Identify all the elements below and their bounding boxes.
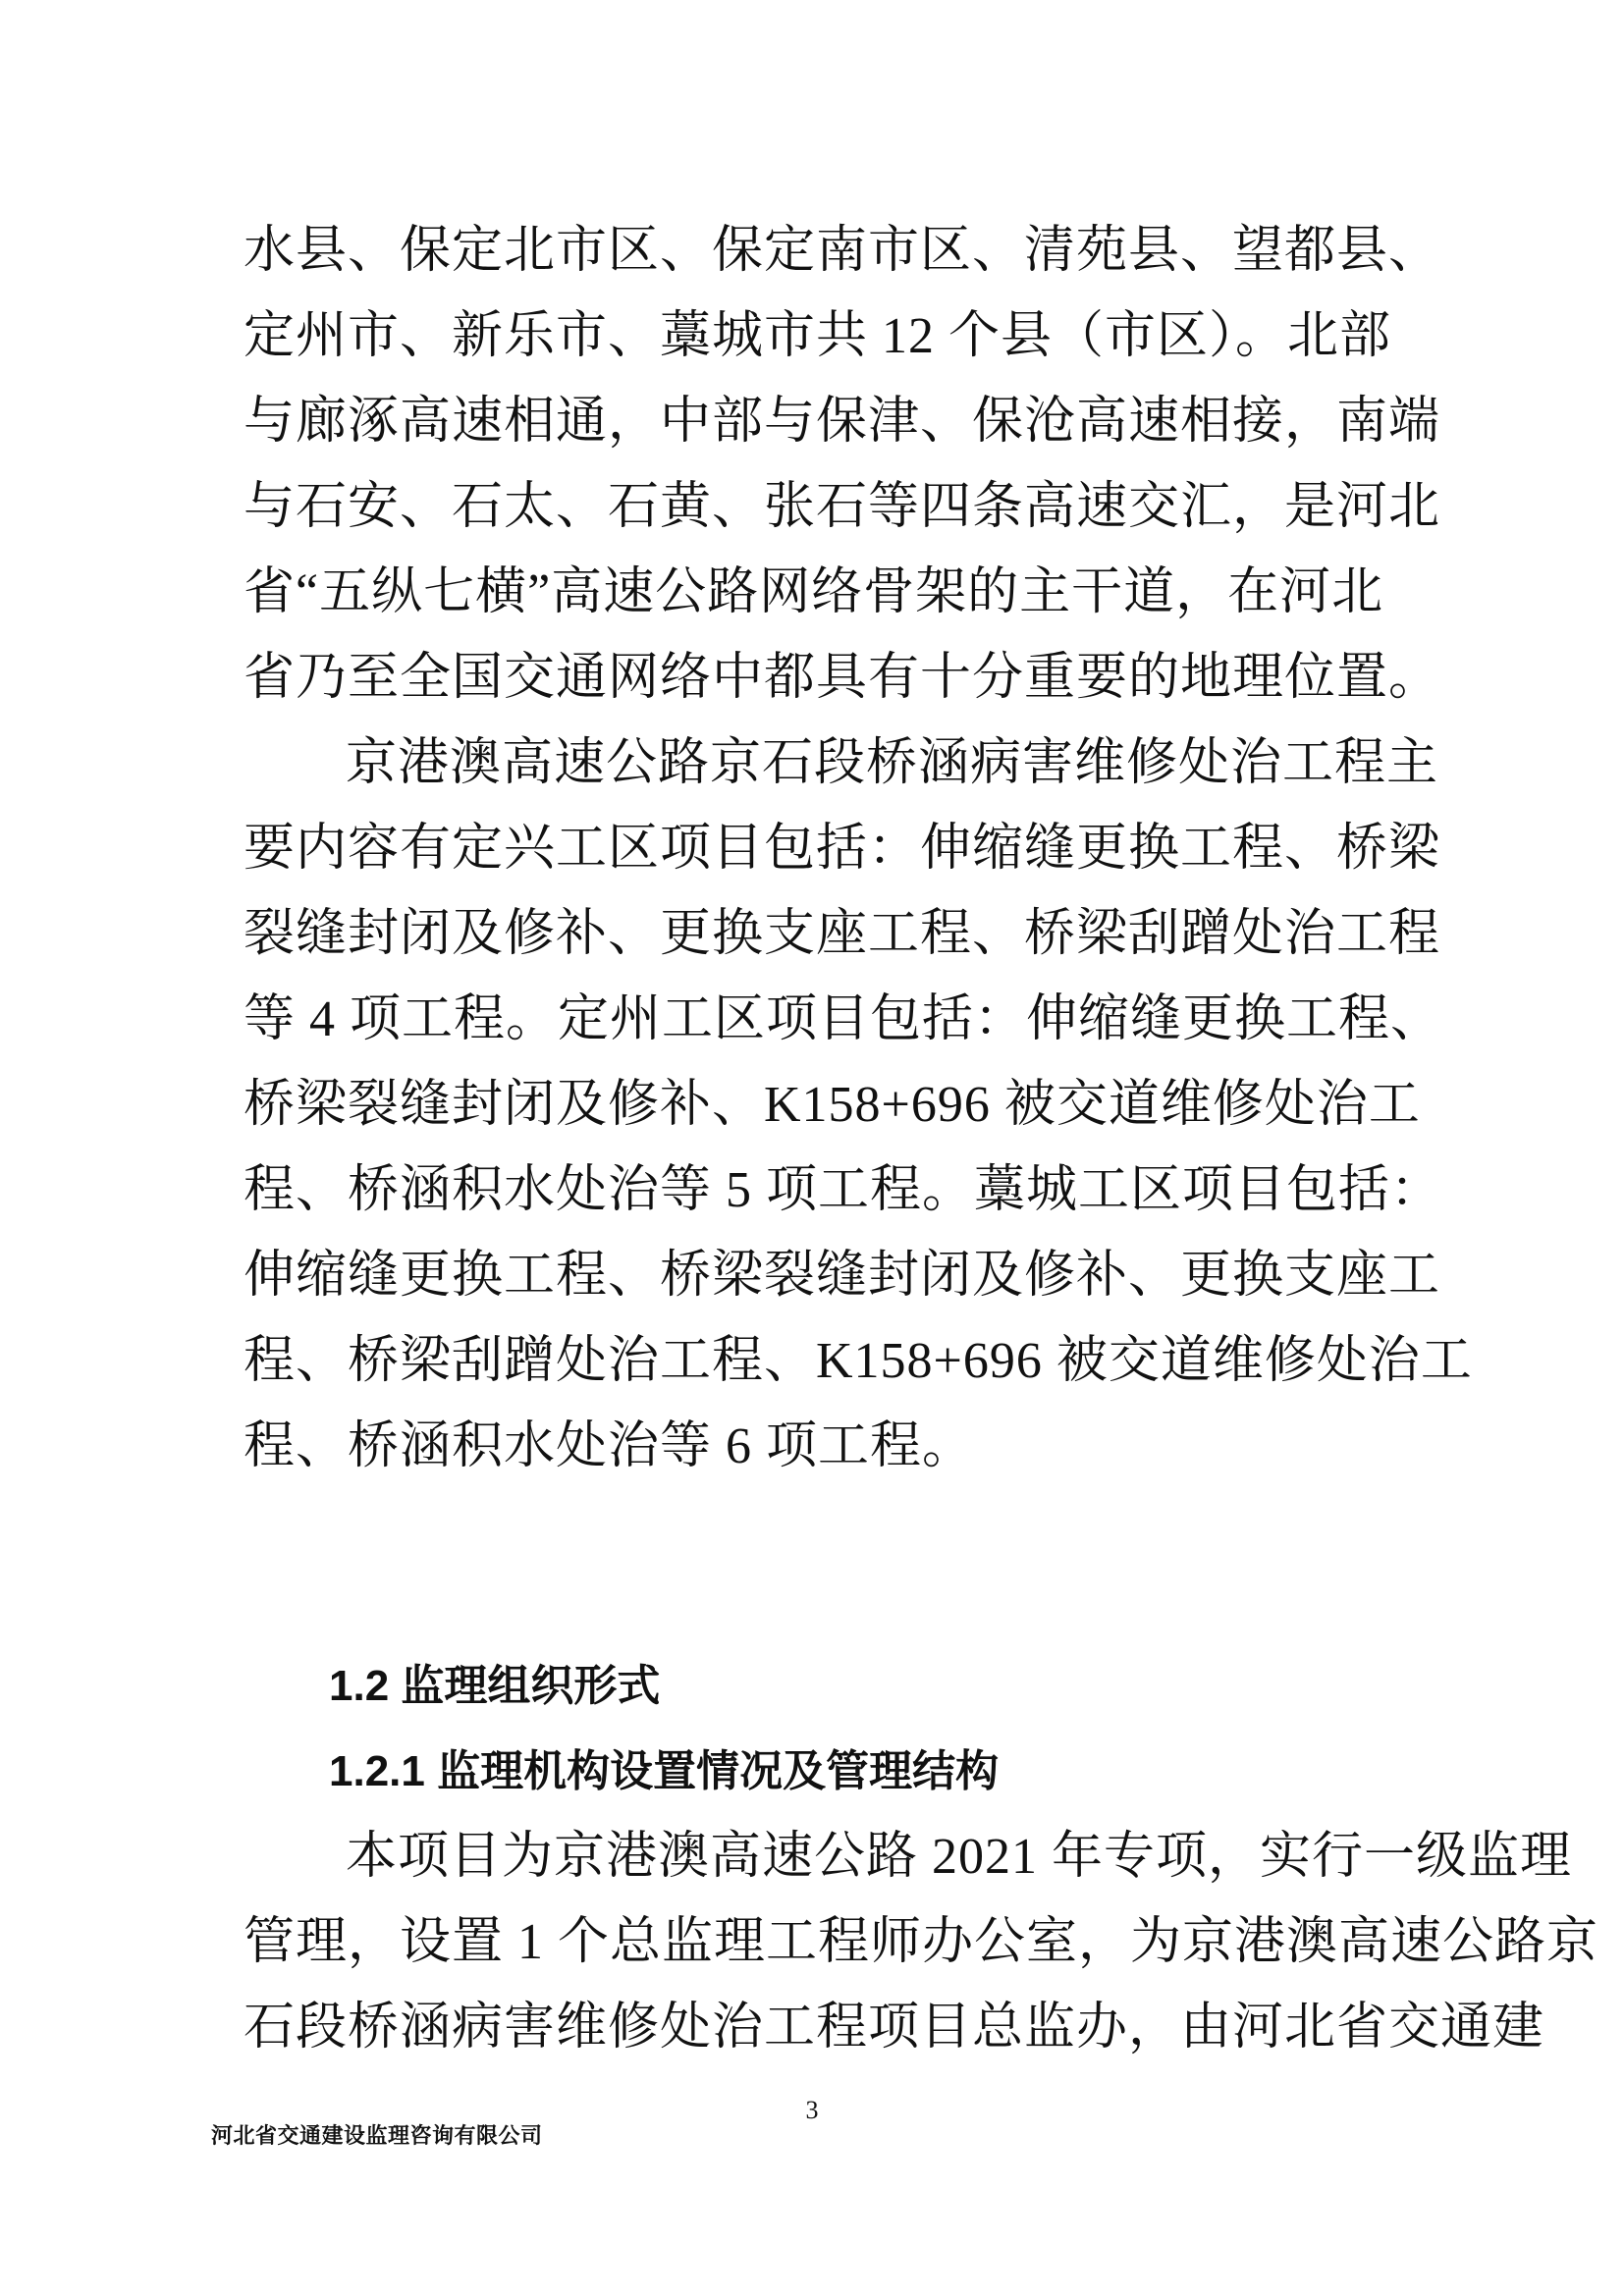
body-text-line: 管理，设置 1 个总监理工程师办公室，为京港澳高速公路京: [244, 1914, 1599, 1970]
section-heading-1-2: 1.2 监理组织形式: [329, 1662, 661, 1710]
body-text-line: 伸缩缝更换工程、桥梁裂缝封闭及修补、更换支座工: [244, 1248, 1441, 1304]
body-text-line: 等 4 项工程。定州工区项目包括：伸缩缝更换工程、: [244, 991, 1443, 1047]
body-text-line: 定州市、新乐市、藁城市共 12 个县（市区）。北部: [244, 308, 1392, 364]
body-text-line: 京港澳高速公路京石段桥涵病害维修处治工程主: [346, 735, 1439, 791]
body-text-line: 程、桥涵积水处治等 6 项工程。: [244, 1418, 975, 1474]
paragraph-project-scope: [244, 721, 1473, 1489]
section-heading-1-2-1: 1.2.1 监理机构设置情况及管理结构: [329, 1747, 1000, 1795]
body-text-line: 裂缝封闭及修补、更换支座工程、桥梁刮蹭处治工程: [244, 906, 1441, 962]
body-text-line: 与廊涿高速相通，中部与保津、保沧高速相接，南端: [244, 394, 1441, 450]
page-body: [244, 208, 1599, 2070]
body-text-line: 石段桥涵病害维修处治工程项目总监办，由河北省交通建: [244, 2000, 1545, 2056]
body-text-line: 水县、保定北市区、保定南市区、清苑县、望都县、: [244, 223, 1441, 279]
body-text-line: 省“五纵七横”高速公路网络骨架的主干道，在河北: [244, 564, 1384, 620]
body-text-line: 桥梁裂缝封闭及修补、K158+696 被交道维修处治工: [244, 1077, 1421, 1133]
footer-company-name: 河北省交通建设监理咨询有限公司: [211, 2123, 543, 2148]
paragraph-region-overview: [244, 208, 1441, 721]
page-number: 3: [805, 2096, 819, 2124]
body-text-line: 省乃至全国交通网络中都具有十分重要的地理位置。: [244, 650, 1441, 706]
paragraph-supervision-org: [244, 1814, 1599, 2070]
body-text-line: 程、桥梁刮蹭处治工程、K158+696 被交道维修处治工: [244, 1333, 1473, 1389]
body-text-line: 本项目为京港澳高速公路 2021 年专项，实行一级监理: [346, 1829, 1573, 1885]
body-text-line: 程、桥涵积水处治等 5 项工程。藁城工区项目包括：: [244, 1162, 1443, 1218]
body-text-line: 与石安、石太、石黄、张石等四条高速交汇，是河北: [244, 479, 1441, 535]
body-text-line: 要内容有定兴工区项目包括：伸缩缝更换工程、桥梁: [244, 821, 1441, 877]
